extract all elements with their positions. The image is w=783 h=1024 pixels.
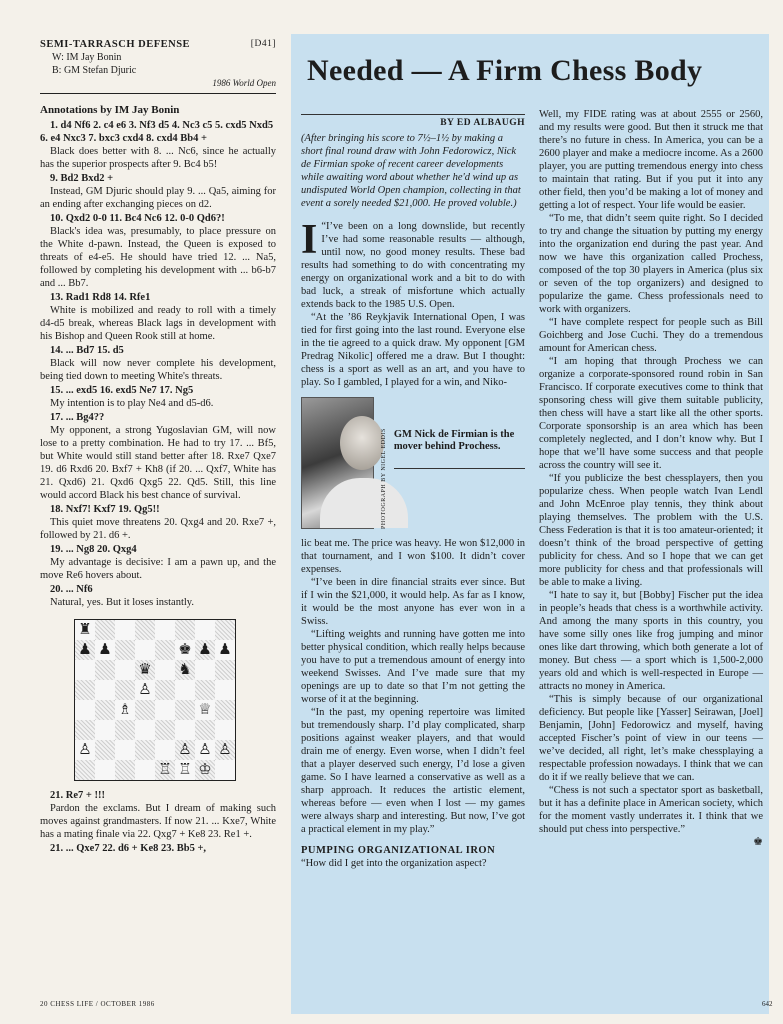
board-square: ♟	[95, 640, 115, 660]
move-line: 13. Rad1 Rd8 14. Rfe1	[50, 292, 151, 303]
board-square	[215, 620, 235, 640]
move-line: 21. ... Qxe7 22. d6 + Ke8 23. Bb5 +,	[50, 843, 207, 854]
board-square	[215, 760, 235, 780]
article-dek: (After bringing his score to 7½–1½ by making a short final round draw with John Fedorowicz, Nick de Firmian spoke of recent career developments while awaiting word about whether he'd wind up as undisputed World Open champion, collecting in that event a sorely needed $21,000. He proved voluble.)	[301, 133, 521, 209]
board-square: ♟	[75, 640, 95, 660]
byline: BY ED ALBAUGH	[301, 114, 525, 130]
board-square	[155, 660, 175, 680]
game-score-column	[40, 38, 276, 855]
board-square: ♟	[215, 640, 235, 660]
eco-code: [D41]	[250, 39, 276, 49]
article-paragraph: Well, my FIDE rating was at about 2555 or 2560, and my results were good. But then it struck me that there’s no future in chess. In America, you can be a 2600 player and make a mediocre income. As a 2600 player, you are putting tremendous energy into chess to maintain that rating. But if you put it into any other field, then you’d be making a lot of money and getting a lot of respect. Your life would be easier.	[539, 109, 763, 211]
article-paragraph: “This is simply because of our organizational deficiency. But people like [Yasser] Seirawan, [Joel] Benjamin, [John] Fedorowicz and myself, having accepted Fischer’s point of view in our teens — we’ve decided, all right, let’s make chessplaying a respectable profession nowadays. I think that we can do it if we really believe that we can.	[539, 694, 763, 783]
annotation-note: My advantage is decisive: I am a pawn up, and the move Re6 hovers about.	[40, 557, 276, 581]
move-line: 17. ... Bg4??	[50, 412, 105, 423]
board-square	[75, 660, 95, 680]
board-square	[195, 660, 215, 680]
page-footer-number: 642	[762, 1000, 773, 1008]
board-square: ♙	[135, 680, 155, 700]
article-paragraph: “I am hoping that through Prochess we can organize a corporate-sponsored round robin in San Francisco. If corporate executives come to think that sponsoring chess will give them suitable publicity, then chess will have a start like all the other sports. Corporate sponsorship is an area which has been completely neglected, and I don’t know why. But I hope that we’ll have some success and that people across the country will see it.	[539, 356, 763, 471]
board-square	[135, 620, 155, 640]
move-line: 21. Re7 + !!!	[50, 790, 105, 801]
board-square	[95, 660, 115, 680]
board-square	[75, 680, 95, 700]
board-square	[175, 620, 195, 640]
board-square	[195, 620, 215, 640]
board-square	[215, 700, 235, 720]
photo-caption: GM Nick de Firmian is the mover behind Prochess.	[394, 429, 525, 469]
board-square	[95, 700, 115, 720]
board-square	[115, 740, 135, 760]
board-square: ♕	[195, 700, 215, 720]
article-column-2	[539, 108, 763, 849]
board-square	[115, 620, 135, 640]
annotation-note: Pardon the exclams. But I dream of making such moves against grandmasters. If now 21. ... Kxe7, White has a mating finale via 22. Qxg7 + Ke8 23. Re1 +.	[40, 803, 276, 840]
board-square	[75, 720, 95, 740]
board-square	[155, 640, 175, 660]
move-line: 14. ... Bd7 15. d5	[50, 345, 124, 356]
board-square: ♛	[135, 660, 155, 680]
annotation-note: My opponent, a strong Yugoslavian GM, will now lose to a pretty combination. He had to try 17. ... Bf5, but White would still stand better after 18. Rxe7 Qxe7 19. d6 Rxd6 20. Bxf7 + Kh8 (if 20. ... Qxf7, White has 21. Qxd6) 21. Qxd6 Qxg5 22. Qd5. Still, this line would accord Black his best chance of survival.	[40, 425, 276, 501]
column-1-paragraphs	[301, 217, 525, 389]
board-square	[175, 700, 195, 720]
article-paragraph: “If you publicize the best chessplayers, then you popularize chess. When people watch Ivan Lendl and John McEnroe play tennis, they think about playing themselves. The problem with the U.S. Chess Federation is that it is too amateur-oriented; it doesn’t think of the broad perspective of getting publicity for chess. And so I hope that we can get more publicity for chess and that professionals will be able to make a living.	[539, 473, 763, 588]
board-square	[95, 720, 115, 740]
black-player: B: GM Stefan Djuric	[52, 65, 137, 76]
board-square: ♞	[175, 660, 195, 680]
board-square	[155, 740, 175, 760]
board-square	[95, 740, 115, 760]
article-paragraph: “I hate to say it, but [Bobby] Fischer put the idea in people’s heads that chess is a worthwhile activity. And among the many sports in this country, you have some silly ones like frog jumping and minor ones like dart throwing, which both generate a lot of money. But chess — a sport which is 1,500-2,000 years old and which is well-respected in Europe — attracts no money in America.	[539, 590, 763, 692]
article-headline: Needed — A Firm Chess Body	[307, 54, 703, 87]
board-square: ♚	[175, 640, 195, 660]
event-name: 1986 World Open	[40, 77, 276, 94]
article-paragraph: “In the past, my opening repertoire was limited but tremendously sharp. I’d play complicated, sharp positions against weaker players, and that would drain me of energy. Even worse, when I didn’t feel that a player deserved such energy, I’d lose a given game. So I have learned a conservative as well as a sharp approach. It reduces the artistic element, whereas before — even when I lost — my games were always sharp and interesting. But now, I’ve got a practical element in my play.”	[301, 707, 525, 835]
annotations-title: Annotations by IM Jay Bonin	[40, 104, 180, 116]
move-line: 10. Qxd2 0-0 11. Bc4 Nc6 12. 0-0 Qd6?!	[50, 213, 225, 224]
board-square: ♙	[215, 740, 235, 760]
drop-cap: I	[301, 217, 318, 263]
column-2-paragraphs	[539, 108, 763, 836]
article-paragraph: “I’ve been in dire financial straits ever since. But if I win the $21,000, it would help. As far as I know, it would be the most anyone has ever won in a Swiss.	[301, 577, 525, 627]
article-paragraph: “To me, that didn’t seem quite right. So I decided to try and change the situation by putting my energy into the organization end during the past year. And now we have this organization called Prochess, composed of the top 30 players in America (plus six or seven of the top organizers) and designed to popularize the game. Chess professionals need to work with organizers.	[539, 213, 763, 315]
board-square	[215, 680, 235, 700]
board-square	[115, 720, 135, 740]
board-square	[155, 620, 175, 640]
column-1-last-paragraph: “How did I get into the organization aspect?	[301, 858, 487, 869]
board-square	[135, 720, 155, 740]
board-square	[115, 640, 135, 660]
opening-title: SEMI-TARRASCH DEFENSE	[40, 39, 191, 50]
move-line: 18. Nxf7! Kxf7 19. Qg5!!	[50, 504, 160, 515]
annotation-note: My intention is to play Ne4 and d5-d6.	[50, 398, 214, 409]
board-square	[155, 700, 175, 720]
board-square	[175, 720, 195, 740]
board-square: ♖	[175, 760, 195, 780]
board-square	[215, 720, 235, 740]
page-footer-folio: 20 CHESS LIFE / OCTOBER 1986	[40, 1000, 155, 1008]
board-square	[95, 620, 115, 640]
article-paragraph: “Lifting weights and running have gotten me into better physical condition, which really helps because you have to put a tremendous amount of energy into weekend Swisses. And I’ve made sure that my openings are up to date so that I’m not getting the worse of it at the beginning.	[301, 629, 525, 705]
article-paragraph: lic beat me. The price was heavy. He won $12,000 in that tournament, and I won $100. It didn’t cover expenses.	[301, 538, 525, 575]
article-paragraph: “At the ’86 Reykjavik International Open, I was tied for first going into the last round. Everyone else in the tie agreed to a quick draw. My opponent [GM Predrag Nikolic] offered me a draw. But I thought: chess is a sport as well as an art, and you have to play. So I gambled, I played for a win, and Niko-	[301, 312, 525, 388]
board-square	[195, 720, 215, 740]
board-square: ♜	[75, 620, 95, 640]
board-square	[155, 720, 175, 740]
move-list	[40, 119, 276, 609]
photo-block	[301, 397, 525, 529]
article-panel	[291, 34, 769, 1014]
move-line: 1. d4 Nf6 2. c4 e6 3. Nf3 d5 4. Nc3 c5 5. cxd5 Nxd5 6. e4 Nxc3 7. bxc3 cxd4 8. cxd4 Bb4 +	[40, 120, 274, 144]
board-square	[215, 660, 235, 680]
annotation-note: Instead, GM Djuric should play 9. ... Qa5, aiming for an ending after exchanging pieces on d2.	[40, 186, 276, 210]
board-square	[115, 760, 135, 780]
article-column-1	[301, 114, 525, 870]
move-list-continued	[40, 789, 276, 855]
board-square	[135, 740, 155, 760]
move-line: 19. ... Ng8 20. Qxg4	[50, 544, 137, 555]
board-square: ♙	[175, 740, 195, 760]
chess-board-diagram	[74, 619, 236, 781]
article-paragraph: “I’ve been on a long downslide, but recently I’ve had some reasonable results — although, until now, no good money results. These bad results had something to do with concentrating my energy on organizational work and a bit to do with bad luck, a streak of misfortune which actually extends back to the 1985 U.S. Open.	[301, 221, 525, 310]
board-square	[95, 680, 115, 700]
board-square: ♔	[195, 760, 215, 780]
end-mark-king-icon: ♚	[753, 836, 763, 848]
board-square	[135, 760, 155, 780]
board-square	[135, 640, 155, 660]
board-square: ♖	[155, 760, 175, 780]
board-square: ♗	[115, 700, 135, 720]
move-line: 20. ... Nf6	[50, 584, 93, 595]
annotation-note: This quiet move threatens 20. Qxg4 and 20. Rxe7 +, followed by 21. d6 +.	[40, 517, 276, 541]
annotation-note: Black's idea was, presumably, to place pressure on the White d-pawn. Instead, the Queen is exposed to threats of e4-e5. He should have tried 12. ... Na5, followed by completing his development with ... b6-b7 and ... Bb7.	[40, 226, 276, 289]
move-line: 15. ... exd5 16. exd5 Ne7 17. Ng5	[50, 385, 194, 396]
board-square: ♙	[195, 740, 215, 760]
annotation-note: Black will now never complete his development, being tied down to meeting White's threats.	[40, 358, 276, 382]
board-square	[75, 760, 95, 780]
article-paragraph: “I have complete respect for people such as Bill Goichberg and Jose Cuchi. They do a tremendous amount for American chess.	[539, 317, 763, 354]
photo-shirt-shape	[320, 478, 408, 528]
move-line: 9. Bd2 Bxd2 +	[50, 173, 114, 184]
board-square	[95, 760, 115, 780]
section-subhead: PUMPING ORGANIZATIONAL IRON	[301, 845, 496, 856]
annotation-note: Black does better with 8. ... Nc6, since he actually has the superior prospects after 9. Bc4 b5!	[40, 146, 276, 170]
photo-credit: PHOTOGRAPH BY NIGEL EDDIS	[380, 428, 387, 529]
portrait-photo	[301, 397, 374, 529]
board-square	[175, 680, 195, 700]
board-square: ♙	[75, 740, 95, 760]
annotation-note: Natural, yes. But it loses instantly.	[50, 597, 194, 608]
article-paragraph: “Chess is not such a spectator sport as basketball, but it has a definite place in American society, which for the moment vastly underrates it. I think that we should put chess into perspective.”	[539, 785, 763, 835]
board-square	[195, 680, 215, 700]
board-square: ♟	[195, 640, 215, 660]
board-square	[75, 700, 95, 720]
column-1-paragraphs-continued	[301, 537, 525, 836]
white-player: W: IM Jay Bonin	[52, 52, 122, 63]
game-header	[40, 38, 276, 51]
board-square	[155, 680, 175, 700]
board-square	[115, 680, 135, 700]
annotation-note: White is mobilized and ready to roll with a timely d4-d5 break, whereas Black lags in development with his Bishop and Queen Rook still at home.	[40, 305, 276, 342]
board-square	[115, 660, 135, 680]
board-square	[135, 700, 155, 720]
